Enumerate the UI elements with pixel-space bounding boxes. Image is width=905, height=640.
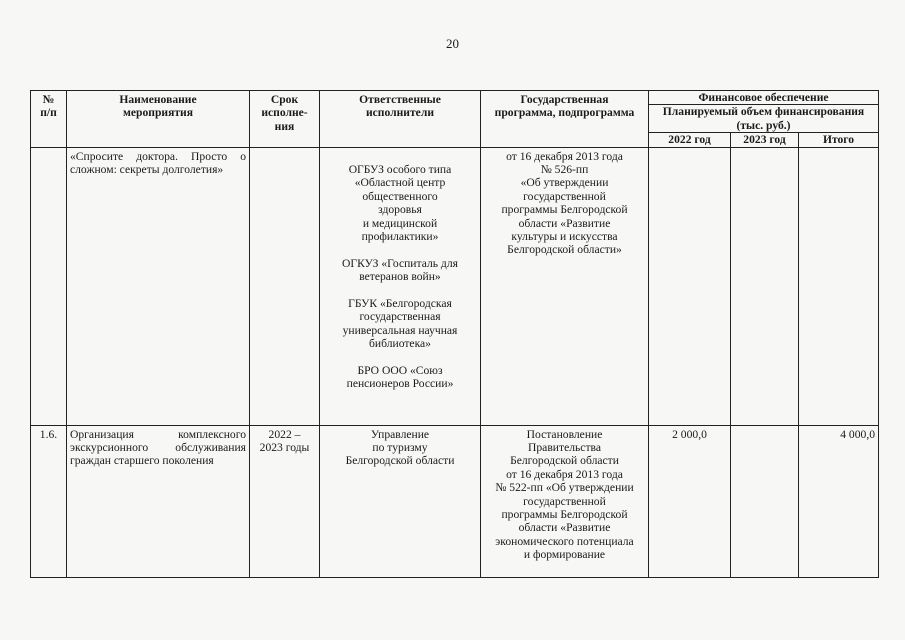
table-row	[31, 425, 879, 577]
program-line: государственной	[523, 494, 606, 508]
responsible-line: ветеранов войн»	[359, 270, 441, 284]
program-line: культуры и искусства	[511, 230, 618, 244]
responsible-line: ГБУК «Белгородская	[348, 297, 452, 311]
table-row	[31, 147, 879, 425]
responsible-line: государственная	[359, 310, 441, 324]
responsible-line: ОГБУЗ особого типа	[348, 163, 452, 177]
header-responsible: Ответственные исполнители	[320, 91, 481, 148]
row-responsible	[320, 425, 481, 577]
program-line: программы Белгородской	[501, 508, 628, 522]
header-finance: Финансовое обеспечение	[649, 91, 879, 105]
row-2023	[731, 425, 799, 577]
responsible-line: Управление	[370, 427, 430, 441]
row-responsible	[320, 147, 481, 425]
blank-line	[323, 351, 477, 364]
program-line: Белгородской области	[510, 454, 619, 468]
row-name: Организация комплексного экскурсионного обслуживания граждан старшего поколения	[67, 425, 250, 577]
responsible-line: «Областной центр	[354, 176, 446, 190]
header-planned: Планируемый объем финансирования (тыс. руб.)	[649, 105, 879, 133]
responsible-line: библиотека»	[369, 337, 431, 351]
program-line: от 16 декабря 2013 года	[506, 149, 623, 163]
header-total: Итого	[799, 133, 879, 147]
responsible-line: по туризму	[372, 441, 428, 455]
header-program: Государственная программа, подпрограмма	[481, 91, 649, 148]
responsible-line: Белгородской области	[345, 454, 455, 468]
responsible-line: ОГКУЗ «Госпиталь для	[342, 256, 458, 270]
activities-table	[30, 90, 879, 578]
row-term	[250, 147, 320, 425]
program-line: № 522-пп «Об утверждении	[495, 481, 634, 495]
blank-line	[323, 284, 477, 297]
program-line: области «Развитие	[518, 521, 611, 535]
program-line: экономического потенциала	[495, 534, 634, 548]
program-line: государственной	[523, 189, 606, 203]
header-2022: 2022 год	[649, 133, 731, 147]
blank-line	[323, 150, 477, 163]
row-2022	[649, 147, 731, 425]
responsible-line: пенсионеров России»	[346, 377, 454, 391]
row-term: 2022 – 2023 годы	[250, 425, 320, 577]
row-num: 1.6.	[31, 425, 67, 577]
responsible-line: общественного	[362, 189, 438, 203]
responsible-line: профилактики»	[361, 230, 439, 244]
responsible-line: универсальная научная	[342, 323, 458, 337]
program-line: Постановление	[526, 427, 603, 441]
program-line: Белгородской области»	[507, 243, 622, 257]
row-2022: 2 000,0	[649, 425, 731, 577]
row-total	[799, 147, 879, 425]
row-program	[481, 147, 649, 425]
responsible-line: БРО ООО «Союз	[357, 364, 443, 378]
row-program	[481, 425, 649, 577]
program-line: и формирование	[523, 548, 606, 562]
header-term: Срок исполне- ния	[250, 91, 320, 148]
header-num: № п/п	[31, 91, 67, 148]
header-2023: 2023 год	[731, 133, 799, 147]
program-line: программы Белгородской	[501, 203, 628, 217]
program-line: области «Развитие	[518, 216, 611, 230]
header-name: Наименование мероприятия	[67, 91, 250, 148]
program-line: № 526-пп	[540, 163, 589, 177]
row-num	[31, 147, 67, 425]
responsible-line: здоровья	[378, 203, 422, 217]
responsible-line: и медицинской	[362, 216, 438, 230]
blank-line	[323, 243, 477, 256]
row-total: 4 000,0	[799, 425, 879, 577]
program-line: от 16 декабря 2013 года	[506, 467, 623, 481]
program-line: «Об утверждении	[520, 176, 609, 190]
program-line: Правительства	[528, 441, 601, 455]
row-2023	[731, 147, 799, 425]
page-number: 20	[446, 36, 459, 51]
row-name: «Спросите доктора. Просто о сложном: секреты долголетия»	[67, 147, 250, 425]
